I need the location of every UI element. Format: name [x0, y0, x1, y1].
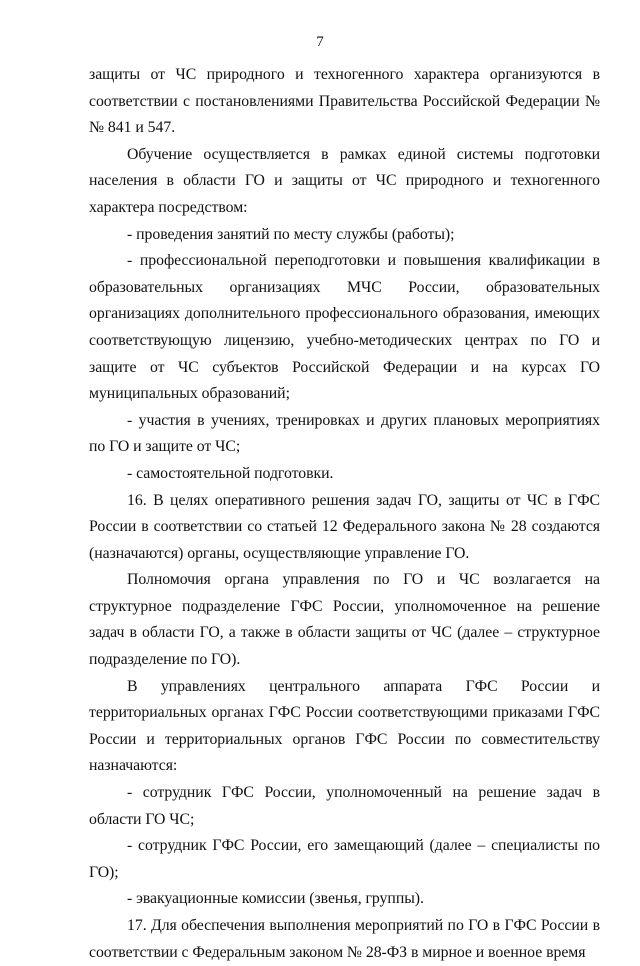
- page-number: 7: [316, 34, 324, 50]
- list-item-workplace-classes: - проведения занятий по месту службы (работы);: [127, 225, 455, 243]
- paragraph-section-16: 16. В целях оперативного решения задач ГО, защиты от ЧС в ГФС России в соответствии со статьей 12 Федерального закона № 28 создаются (назначаются) органы, осуществляющие управление ГО.: [89, 491, 600, 562]
- list-item-exercises: - участия в учениях, тренировках и других плановых мероприятиях по ГО и защите от ЧС;: [89, 411, 600, 456]
- paragraph-section-17: 17. Для обеспечения выполнения мероприятий по ГО в ГФС России в соответствии с Федеральным законом № 28-ФЗ в мирное и военное время: [89, 917, 600, 961]
- paragraph-appointments: В управлениях центрального аппарата ГФС России и территориальных органах ГФС России соответствующими приказами ГФС России и территориальных органов ГФС России по совместительству назначаются:: [89, 677, 600, 775]
- paragraph-authority: Полномочия органа управления по ГО и ЧС возлагается на структурное подразделение ГФС России, уполномоченное на решение задач в области ГО, а также в области защиты от ЧС (далее – структурное подразделение по ГО).: [89, 571, 600, 669]
- list-item-professional-retraining: - профессиональной переподготовки и повышения квалификации в образовательных организациях МЧС России, образовательных организациях дополнительного профессионального образования, имеющих соответствующую лицензию, учебно-методических центрах по ГО и защите от ЧС субъектов Российской Федерации и на курсах ГО муниципальных образований;: [89, 252, 600, 403]
- list-item-deputy-officer: - сотрудник ГФС России, его замещающий (далее – специалисты по ГО);: [89, 837, 600, 881]
- list-item-authorized-officer: - сотрудник ГФС России, уполномоченный на решение задач в области ГО ЧС;: [89, 784, 600, 828]
- paragraph-continuation: защиты от ЧС природного и техногенного характера организуются в соответствии с постановлениями Правительства Российской Федерации №№ 841 и 547.: [89, 66, 600, 137]
- list-item-evacuation-commissions: - эвакуационные комиссии (звенья, группы).: [127, 890, 424, 908]
- list-item-self-study: - самостоятельной подготовки.: [127, 464, 334, 482]
- paragraph-training: Обучение осуществляется в рамках единой системы подготовки населения в области ГО и защиты от ЧС природного и техногенного характера посредством:: [89, 145, 600, 216]
- document-body: [89, 62, 600, 966]
